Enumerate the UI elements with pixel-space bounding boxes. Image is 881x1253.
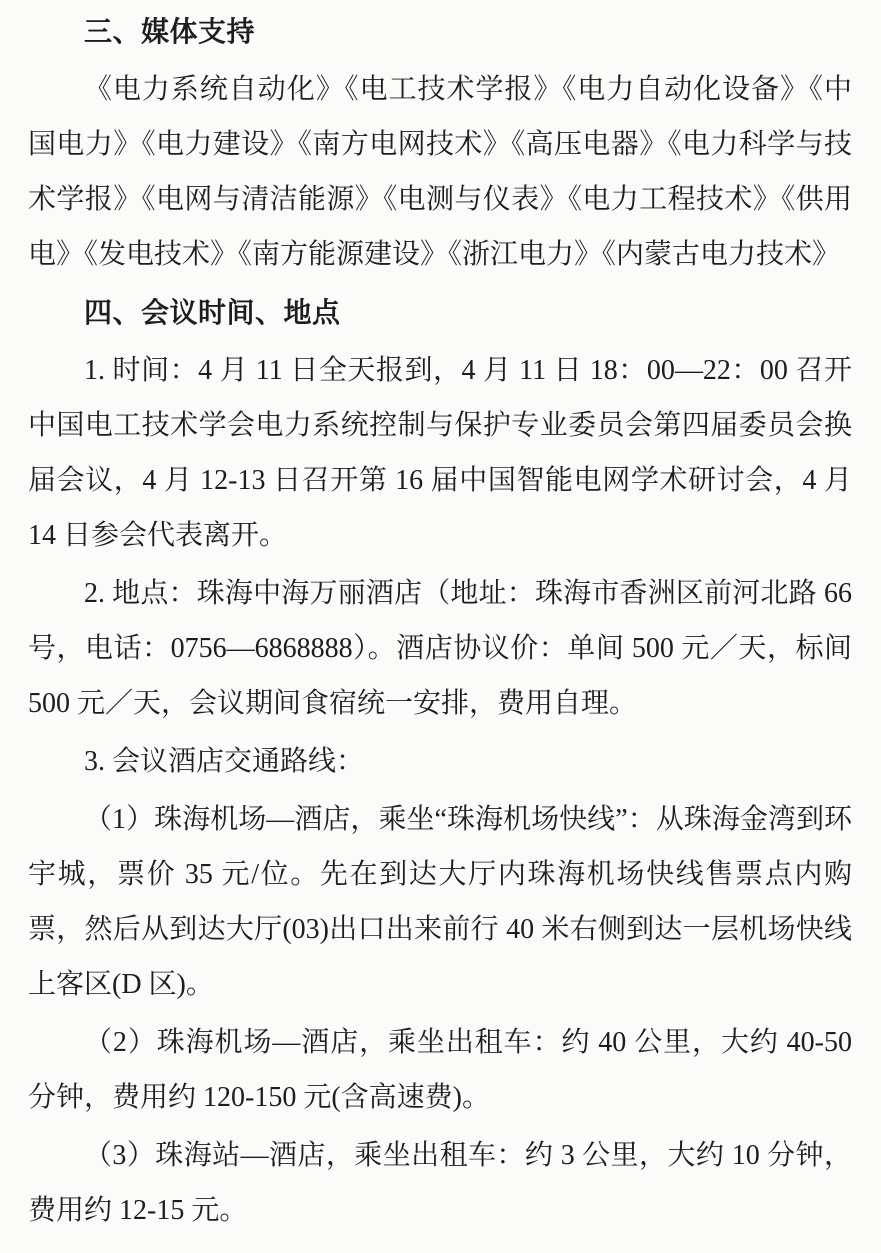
paragraph-meeting-venue: 2. 地点：珠海中海万丽酒店（地址：珠海市香洲区前河北路 66 号，电话：0756—6868888）。酒店协议价：单间 500 元／天，标间 500 元／天，会议期间食宿统一安排，费用自理。 <box>28 578 852 719</box>
paragraph-transport-routes-intro: 3. 会议酒店交通路线： <box>84 746 365 777</box>
paragraph-meeting-time: 1. 时间：4 月 11 日全天报到，4 月 11 日 18：00—22：00 召开中国电工技术学会电力系统控制与保护专业委员会第四届委员会换届会议，4 月 12-13 日召开第 16 届中国智能电网学术研讨会，4 月 14 日参会代表离开。 <box>28 355 852 551</box>
section-heading-time-venue: 四、会议时间、地点 <box>84 297 341 328</box>
paragraph-route-station-taxi: （3）珠海站—酒店，乘坐出租车：约 3 公里，大约 10 分钟，费用约 12-15 元。 <box>28 1140 852 1226</box>
paragraph-route-airport-taxi: （2）珠海机场—酒店，乘坐出租车：约 40 公里，大约 40-50 分钟，费用约 120-150 元(含高速费)。 <box>28 1027 852 1113</box>
paragraph-route-airport-express: （1）珠海机场—酒店，乘坐“珠海机场快线”：从珠海金湾到环宇城，票价 35 元/位。先在到达大厅内珠海机场快线售票点内购票，然后从到达大厅(03)出口出来前行 40 米右侧到达一层机场快线上客区(D 区)。 <box>28 804 852 1000</box>
section-heading-media-support: 三、媒体支持 <box>84 16 256 47</box>
paragraph-supporting-journals: 《电力系统自动化》《电工技术学报》《电力自动化设备》《中国电力》《电力建设》《南方电网技术》《高压电器》《电力科学与技术学报》《电网与清洁能源》《电测与仪表》《电力工程技术》《供用电》《发电技术》《南方能源建设》《浙江电力》《内蒙古电力技术》 <box>28 74 852 270</box>
